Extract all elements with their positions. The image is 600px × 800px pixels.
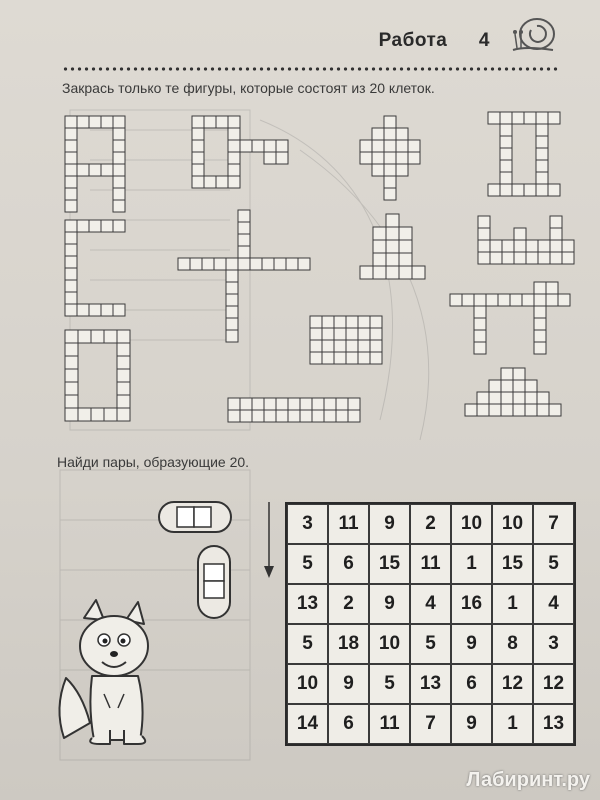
grid-cell[interactable]: 14 [287,704,328,744]
vertical-pair-hint-icon [196,544,232,620]
grid-cell[interactable]: 13 [287,584,328,624]
grid-cell[interactable]: 6 [451,664,492,704]
grid-cell[interactable]: 4 [410,584,451,624]
grid-cell[interactable]: 11 [410,544,451,584]
grid-cell[interactable]: 9 [369,504,410,544]
watermark: Лабиринт.ру [466,769,590,791]
grid-cell[interactable]: 10 [369,624,410,664]
grid-cell[interactable]: 9 [451,624,492,664]
grid-cell[interactable]: 15 [492,544,533,584]
grid-cell[interactable]: 1 [492,704,533,744]
figure-cross[interactable] [360,116,420,200]
grid-cell[interactable]: 10 [287,664,328,704]
grid-cell[interactable]: 12 [533,664,574,704]
figure-o[interactable] [65,330,130,421]
figure-bar[interactable] [228,398,360,422]
figure-a[interactable] [65,116,125,212]
grid-cell[interactable]: 5 [410,624,451,664]
grid-cell[interactable]: 7 [410,704,451,744]
figure-tower[interactable] [360,214,425,279]
grid-cell[interactable]: 3 [287,504,328,544]
grid-cell[interactable]: 12 [492,664,533,704]
page-number: 4 [478,30,490,51]
figure-key[interactable] [192,116,288,188]
grid-cell[interactable]: 6 [328,704,369,744]
grid-cell[interactable]: 10 [451,504,492,544]
grid-cell[interactable]: 8 [492,624,533,664]
grid-cell[interactable]: 9 [328,664,369,704]
grid-cell[interactable]: 7 [533,504,574,544]
grid-cell[interactable]: 6 [328,544,369,584]
grid-cell[interactable]: 9 [451,704,492,744]
grid-cell[interactable]: 4 [533,584,574,624]
grid-cell[interactable]: 3 [533,624,574,664]
figure-i-beam[interactable] [488,112,560,196]
grid-cell[interactable]: 2 [328,584,369,624]
grid-cell[interactable]: 1 [451,544,492,584]
page-title-label: Работа [378,30,448,51]
grid-cell[interactable]: 10 [492,504,533,544]
grid-cell[interactable]: 11 [328,504,369,544]
number-grid [285,502,576,746]
grid-cell[interactable]: 11 [369,704,410,744]
grid-cell[interactable]: 18 [328,624,369,664]
grid-cell[interactable]: 9 [369,584,410,624]
fox-illustration [52,598,172,748]
grid-cell[interactable]: 1 [492,584,533,624]
grid-cell[interactable]: 2 [410,504,451,544]
down-arrow-icon [262,500,276,580]
grid-cell[interactable]: 15 [369,544,410,584]
figure-table[interactable] [450,282,570,354]
horizontal-pair-hint-icon [157,500,233,534]
figure-pyramid[interactable] [465,368,561,416]
grid-cell[interactable]: 5 [533,544,574,584]
figure-comb[interactable] [478,216,574,264]
figure-plus[interactable] [178,210,310,342]
grid-cell[interactable]: 5 [369,664,410,704]
figure-c[interactable] [65,220,125,316]
grid-cell[interactable]: 13 [410,664,451,704]
grid-cell[interactable]: 5 [287,624,328,664]
grid-cell[interactable]: 5 [287,544,328,584]
task1-instruction: Закрась только те фигуры, которые состоят из 20 клеток. [62,80,435,96]
grid-cell[interactable]: 13 [533,704,574,744]
task2-instruction: Найди пары, образующие 20. [57,454,250,470]
grid-cell[interactable]: 16 [451,584,492,624]
figure-rectangle[interactable] [310,316,382,364]
